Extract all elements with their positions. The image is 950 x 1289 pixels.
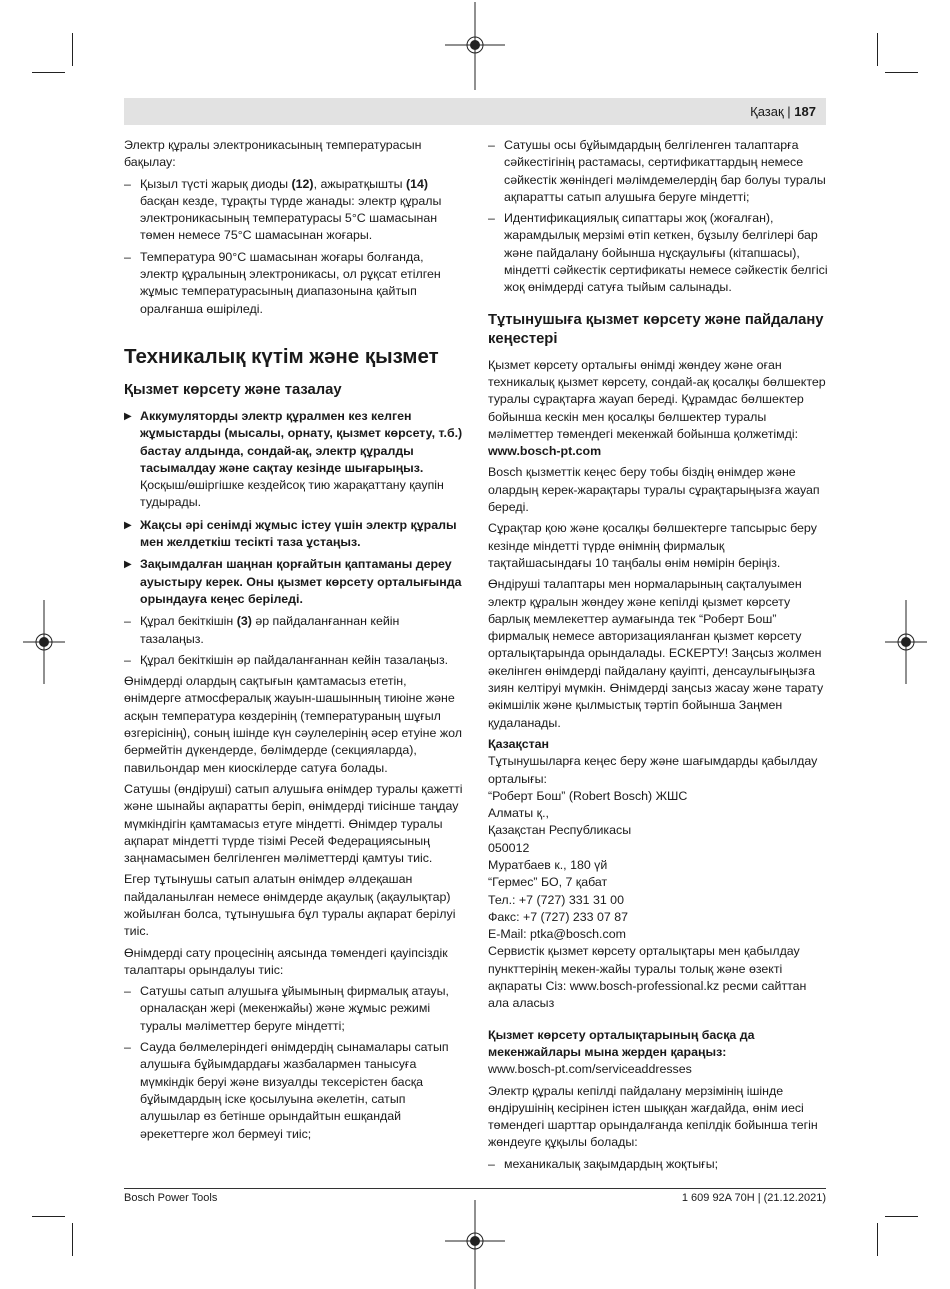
footer-brand: Bosch Power Tools [124, 1192, 218, 1204]
header-language: Қазақ [750, 104, 784, 119]
address-line: 050012 [488, 840, 530, 855]
warning-item: ▶ Жақсы әрі сенімді жұмыс істеу үшін электр құралы мен желдеткіш тесікті таза ұстаңыз. [124, 517, 464, 552]
paragraph: Өнімдерді олардың сақтығын қамтамасыз ететін, өнімдерге атмосфералық жауын-шашынның тиюіне және асқын температура көздерінің (температураның шұғыл өзгерісінің), соның ішінде күн сәулелерінің әсер етуіне жол бермейтін дүкендерде, бөлімдерде (секцияларда), павильондар мен киоскілерде сатуға болады. [124, 674, 462, 775]
header-text: Қазақ | 187 [750, 104, 816, 119]
list-item: – Идентификациялық сипаттары жоқ (жоғалған), жарамдылық мерзімі өтіп кеткен, бұзылу белгілері бар және пайдалану бойынша нұсқаулығы (кітапшасы), міндетті сәйкестік сертификаты немесе сәйкестік белгісі жоқ өнімдерді сатуға тыйым салынады. [488, 210, 828, 296]
address-line: “Гермес” БО, 7 қабат [488, 875, 608, 890]
address-line: Тел.: +7 (727) 331 31 00 [488, 892, 624, 907]
registration-mark-icon [23, 600, 65, 684]
paragraph: Сатушы (өндіруші) сатып алушыға өнімдер туралы қажетті және шынайы ақпаратты беріп, өнімдерді тиісінше таңдау мүмкіндігін қамтамасыз етуге міндетті. Өнімдер туралы ақпарат міндетті түрде тізімі Ресей Федерациясының заңнамасымен белгіленген мәліметтерді қамтуы тиіс. [124, 781, 463, 866]
paragraph: Өнімдерді сату процесінің аясында төмендегі қауіпсіздік талаптары орындалуы тиіс: [124, 945, 448, 977]
crop-mark [32, 1216, 65, 1217]
warning-item: ▶ Зақымдалған шаңнан қорғайтын қаптаманы дереу ауыстыру керек. Оны қызмет көрсету орталығында орындауға кеңес беріледі. [124, 556, 464, 608]
crop-mark [885, 1216, 918, 1217]
page-number: 187 [794, 104, 816, 119]
registration-mark-icon [445, 2, 505, 92]
list-item: – Сатушы сатып алушыға ұйымының фирмалық атауы, орналасқан жері (мекенжайы) және жұмыс режимі туралы мәліметтер беруге міндетті; [124, 983, 464, 1035]
paragraph: Сұрақтар қою және қосалқы бөлшектерге тапсырыс беру кезінде міндетті түрде өнімнің фирмалық тақтайшасындағы 10 таңбалы өнім нөмірін беріңіз. [488, 521, 817, 570]
service-addresses-link[interactable]: www.bosch-pt.com/serviceaddresses [488, 1062, 692, 1077]
list-item: – механикалық зақымдардың жоқтығы; [488, 1156, 828, 1173]
subsection-title: Қызмет көрсету және тазалау [124, 381, 342, 398]
list-item: – Сауда бөлмелеріндегі өнімдердің сынамалары сатып алушыға бұйымдардағы жазбалармен танысуға мүмкіндік беруі және визуалды тексерістен басқа бұйымдардың іске қосылуына әкелетін, сатып алушылар өз бетінше орындайтын ешқандай әрекеттерге жол бермеуі тиіс; [124, 1039, 464, 1143]
crop-mark [72, 1223, 73, 1256]
crop-mark [32, 72, 65, 73]
address-line: Сервистік қызмет көрсету орталықтары мен қабылдау пункттерінің мекен-жайы туралы толық және өзекті ақпараты Сіз: www.bosch-professional.kz ресми сайттан ала аласыз [488, 944, 807, 1011]
bosch-link[interactable]: www.bosch-pt.com [488, 444, 602, 459]
address-line: Факс: +7 (727) 233 07 87 [488, 909, 629, 924]
left-column [124, 137, 464, 1147]
list-item: – Құрал бекіткішін (3) әр пайдаланғаннан кейін тазалаңыз. [124, 613, 464, 648]
footer-divider [124, 1188, 826, 1189]
section-title: Техникалық күтім және қызмет [124, 344, 439, 368]
right-column [488, 137, 828, 1177]
paragraph: Өндіруші талаптары мен нормаларының сақталуымен электр құралын жөндеу және кепілді қызмет көрсету барлық мемлекеттер аумағында тек “Роберт Бош” фирмалық немесе авторизацияланған қызмет көрсету орталықтарында орындалады. ЕСКЕРТУ! Заңсыз жолмен әкелінген өнімдерді пайдалану қауіпті, денсаулығыңызға зиян келтіруі мүмкін. Өнімдерді заңсыз жасау және тарату әкімшілік және қылмыстық тәртіп бойынша Заңмен қудаланады. [488, 577, 824, 730]
page-header [124, 98, 826, 125]
country-heading: Қазақстан [488, 736, 550, 751]
paragraph: Электр құралы кепілді пайдалану мерзімінің ішінде өндірушінің кесірінен істен шыққан жағдайда, өнім иесі төмендегі шарттар орындалғанда кепілдік бойынша тегін жөндеуге құқылы болады: [488, 1083, 818, 1150]
service-title: Тұтынушыға қызмет көрсету және пайдалану кеңестері [488, 311, 824, 347]
list-item: – Сатушы осы бұйымдардың белгіленген талаптарға сәйкестігінің растамасы, сертификаттардың немесе сәйкестік жөніндегі мәлімдемелердің бар болуы туралы ақпаратты сатып алушыға беруге міндетті; [488, 137, 828, 206]
paragraph: Қызмет көрсету орталығы өнімді жөндеу және оған техникалық қызмет көрсету, сондай-ақ қосалқы бөлшектер туралы сұрақтарға жауап береді. Құрамдас бөлшектер бойынша кескін мен қосалқы бөлшектер туралы мәліметтер төмендегі мекенжай бойынша қолжетімді: www.bosch-pt.com [488, 357, 826, 459]
list-item: – Құрал бекіткішін әр пайдаланғаннан кейін тазалаңыз. [124, 652, 464, 669]
address-line: E-Mail: ptka@bosch.com [488, 927, 626, 942]
temp-intro: Электр құралы электроникасының температурасын бақылау: [124, 138, 422, 170]
paragraph: Bosch қызметтік кеңес беру тобы біздің өнімдер және олардың керек-жарақтары туралы сұрақтарыңызға жауап береді. [488, 465, 820, 515]
paragraph: Егер тұтынушы сатып алатын өнімдер әлдеқашан пайдаланылған немесе өнімдерде ақаулық (ақаулықтар) жойылған болса, тұтынушыға бұл туралы ақпарат берілуі тиіс. [124, 872, 456, 939]
list-item: – Температура 90°C шамасынан жоғары болғанда, электр құралының электроникасы, ол рұқсат етілген жұмыс температурасының диапазонына қайтып оралғанша өшіріледі. [124, 249, 464, 318]
crop-mark [72, 33, 73, 66]
address-line: Қазақстан Республикасы [488, 823, 632, 838]
address-line: “Роберт Бош” (Robert Bosch) ЖШС [488, 788, 688, 803]
crop-mark [877, 33, 878, 66]
warning-item: ▶ Аккумуляторды электр құралмен кез келген жұмыстарды (мысалы, орнату, қызмет көрсету, т.б.) бастау алдында, сондай-ақ, электр құралды тасымалдау және сақтау кезінде шығарыңыз. Қосқыш/өшіргішке кездейсоқ тию жарақаттану қаупін тудырады. [124, 408, 464, 512]
address-line: Тұтынушыларға кеңес беру және шағымдарды қабылдау орталығы: [488, 754, 818, 786]
registration-mark-icon [885, 600, 927, 684]
list-item: – Қызыл түсті жарық диоды (12), ажыратқышты (14) басқан кезде, тұрақты түрде жанады: электр құралы электроникасының температурасы 5°C шамасынан төмен немесе 75°C шамасынан жоғары. [124, 176, 464, 245]
registration-mark-icon [445, 1200, 505, 1289]
crop-mark [877, 1223, 878, 1256]
other-addresses-title: Қызмет көрсету орталықтарының басқа да мекенжайлары мына жерден қараңыз: [488, 1027, 755, 1059]
address-line: Алматы қ., [488, 806, 549, 821]
footer-doc-id: 1 609 92A 70H | (21.12.2021) [681, 1192, 826, 1204]
address-line: Муратбаев к., 180 үй [488, 857, 608, 872]
crop-mark [885, 72, 918, 73]
address-block [488, 753, 828, 1012]
